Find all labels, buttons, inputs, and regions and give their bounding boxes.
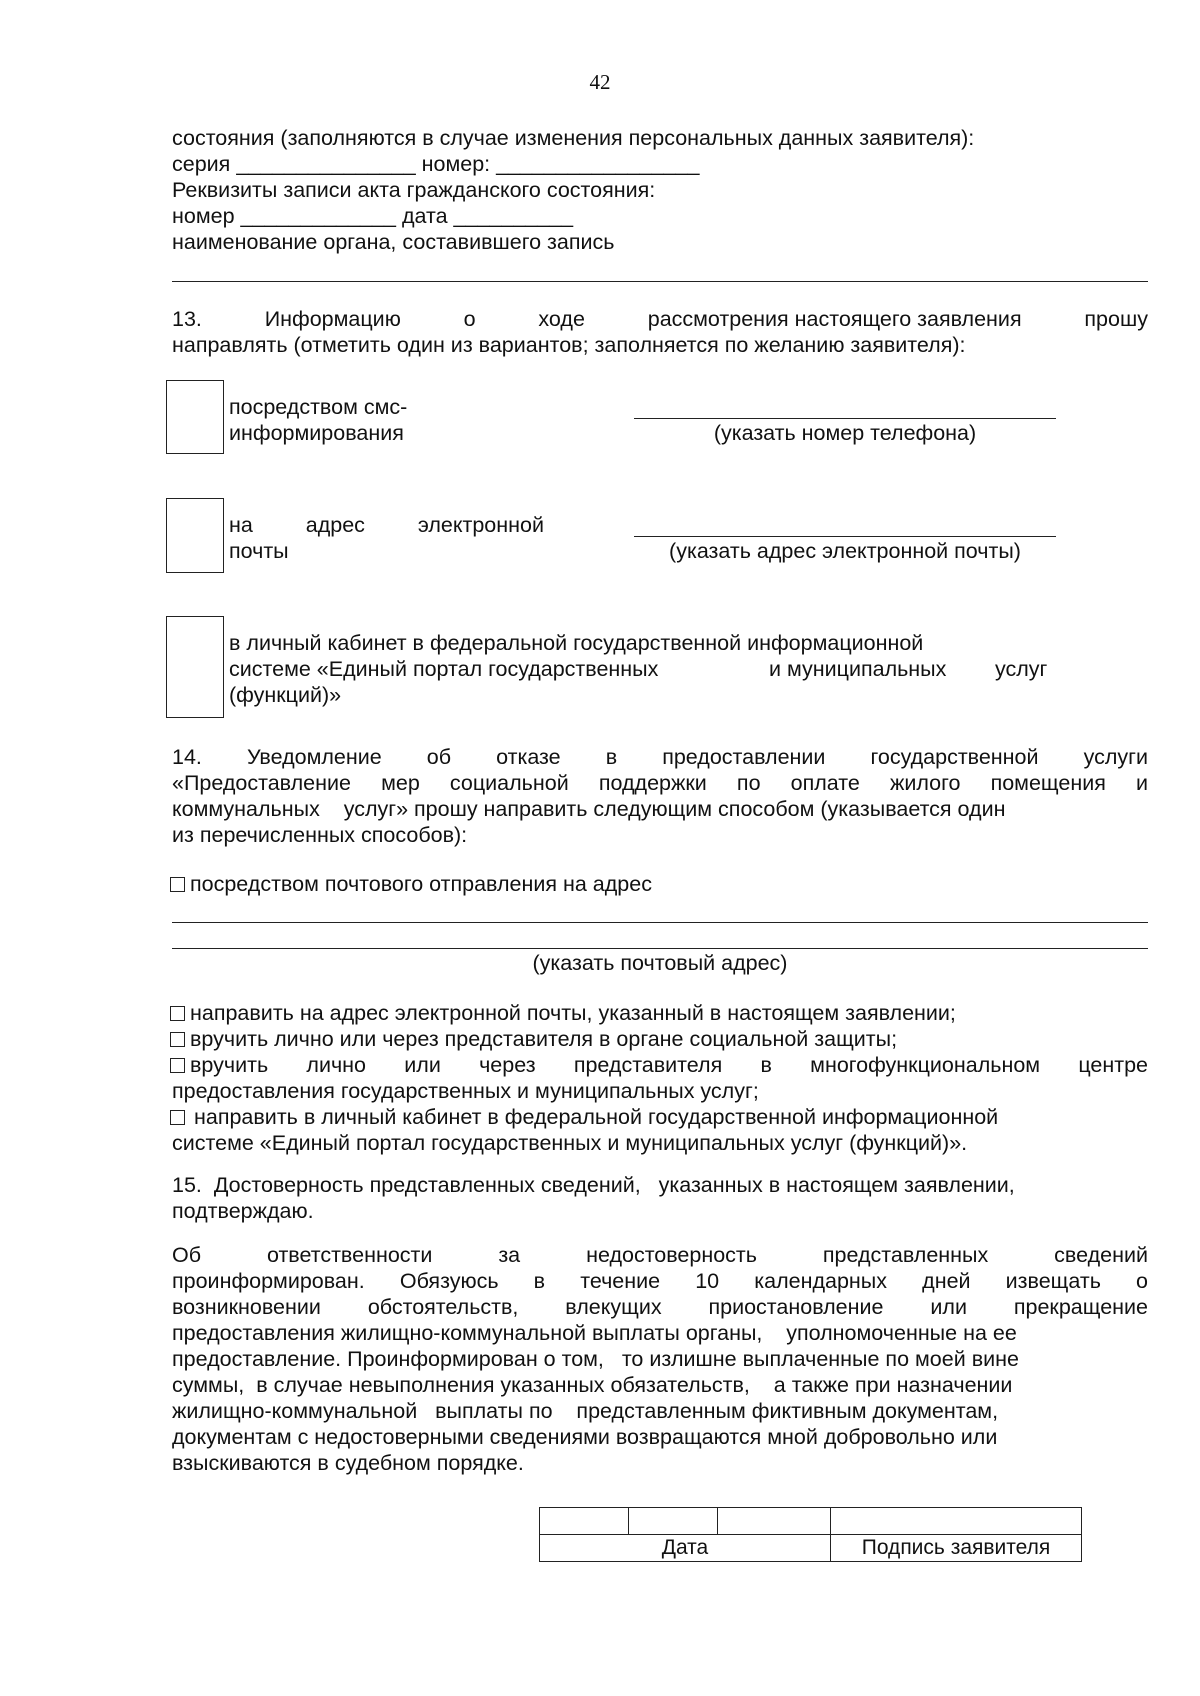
section13-word: о — [463, 307, 476, 331]
portal-option-line-1: в личный кабинет в федеральной государственной информационной — [229, 631, 924, 655]
record-number-date-line — [172, 203, 573, 229]
sms-checkbox[interactable] — [166, 380, 224, 454]
portal-notify-checkbox[interactable] — [170, 1110, 185, 1125]
section15-line-1: 15. Достоверность представленных сведений, указанных в настоящем заявлении, — [172, 1173, 1015, 1197]
sms-option-label-2: информирования — [229, 421, 404, 445]
series-blank[interactable]: _______________ — [236, 152, 416, 176]
responsibility-paragraph — [172, 1242, 1148, 1476]
social-office-option[interactable] — [170, 1026, 897, 1052]
email-notify-option[interactable] — [170, 1000, 956, 1026]
act-record-label: Реквизиты записи акта гражданского состояния: — [172, 178, 656, 202]
paragraph-line: предоставления жилищно-коммунальной выплаты органы, уполномоченные на ее — [172, 1321, 1017, 1345]
mfc-checkbox[interactable] — [170, 1058, 185, 1073]
date-day-cell[interactable] — [540, 1508, 629, 1535]
postal-blank-line-1[interactable] — [172, 922, 1148, 923]
portal-notify-label-2: системе «Единый портал государственных и муниципальных услуг (функций)». — [172, 1131, 968, 1155]
organ-label: наименование органа, составившего запись — [172, 230, 615, 254]
date-blank[interactable]: __________ — [453, 204, 574, 228]
section13-word: рассмотрения настоящего заявления — [647, 307, 1022, 331]
email-option-label-2: почты — [229, 539, 289, 563]
sms-option-label-1: посредством смс- — [229, 395, 408, 419]
email-notify-checkbox[interactable] — [170, 1006, 185, 1021]
section13-word: Информацию — [264, 307, 401, 331]
phone-hint: (указать номер телефона) — [713, 421, 977, 445]
record-number-blank[interactable]: _____________ — [240, 204, 396, 228]
paragraph-line: Об ответственности за недостоверность представленных сведений — [172, 1243, 1148, 1267]
section14-line-2: «Предоставление мер социальной поддержки по оплате жилого помещения и — [172, 771, 1148, 795]
section13-word: ходе — [538, 307, 585, 331]
signature-table — [539, 1507, 1082, 1562]
post-option-label: посредством почтового отправления на адрес — [190, 872, 652, 896]
section14-text — [172, 744, 1148, 848]
section15-line-2: подтверждаю. — [172, 1199, 314, 1223]
series-number-line — [172, 151, 699, 177]
section13-number: 13. — [172, 307, 202, 331]
post-option[interactable] — [170, 871, 652, 897]
date-month-cell[interactable] — [629, 1508, 718, 1535]
section13-instruction: направлять (отметить один из вариантов; заполняется по желанию заявителя): — [172, 333, 966, 357]
paragraph-line: взыскиваются в судебном порядке. — [172, 1451, 524, 1475]
paragraph-line: суммы, в случае невыполнения указанных обязательств, а также при назначении — [172, 1373, 1013, 1397]
civil-status-continuation: состояния (заполняются в случае изменения персональных данных заявителя): — [172, 126, 975, 150]
portal-notify-option[interactable] — [170, 1104, 998, 1130]
portal-option-line-2 — [229, 656, 1055, 682]
section14-line-3: коммунальных услуг» прошу направить следующим способом (указывается один — [172, 797, 1006, 821]
email-option-word: адрес — [305, 513, 365, 537]
number-blank[interactable]: _________________ — [496, 152, 700, 176]
email-option-word: электронной — [417, 513, 544, 537]
page-number: 42 — [589, 70, 611, 94]
portal-text-part: системе «Единый портал государственных — [229, 657, 659, 681]
paragraph-line: возникновении обстоятельств, влекущих приостановление или прекращение — [172, 1295, 1148, 1319]
paragraph-line: предоставление. Проинформирован о том, то излишне выплаченные по моей вине — [172, 1347, 1019, 1371]
email-hint: (указать адрес электронной почты) — [669, 539, 1021, 563]
number-label: номер: — [421, 152, 491, 176]
postal-hint: (указать почтовый адрес) — [532, 951, 788, 975]
series-label: серия — [172, 152, 231, 176]
portal-notify-label-1: направить в личный кабинет в федеральной государственной информационной — [194, 1105, 999, 1129]
email-notify-label: направить на адрес электронной почты, указанный в настоящем заявлении; — [190, 1001, 956, 1025]
mfc-option[interactable] — [170, 1052, 1148, 1078]
organ-blank-line[interactable] — [172, 281, 1148, 282]
paragraph-line: документам с недостоверными сведениями возвращаются мной добровольно или — [172, 1425, 998, 1449]
mfc-label-line-2: предоставления государственных и муниципальных услуг; — [172, 1079, 759, 1103]
section14-line-1: 14. Уведомление об отказе в предоставлении государственной услуги — [172, 745, 1148, 769]
postal-blank-line-2[interactable] — [172, 948, 1148, 949]
portal-text-part: и муниципальных — [769, 657, 947, 681]
section13-word: прошу — [1084, 307, 1148, 331]
signature-cell[interactable] — [831, 1508, 1082, 1535]
date-caption: Дата — [540, 1535, 831, 1562]
signature-caption: Подпись заявителя — [831, 1535, 1082, 1562]
paragraph-line: жилищно-коммунальной выплаты по представленным фиктивным документам, — [172, 1399, 999, 1423]
date-label: дата — [401, 204, 448, 228]
paragraph-line: проинформирован. Обязуюсь в течение 10 календарных дней извещать о — [172, 1269, 1148, 1293]
social-office-checkbox[interactable] — [170, 1032, 185, 1047]
social-office-label: вручить лично или через представителя в органе социальной защиты; — [190, 1027, 898, 1051]
portal-checkbox[interactable] — [166, 616, 224, 718]
portal-text-part: услуг — [995, 657, 1048, 681]
email-option-label-1 — [229, 512, 544, 538]
email-checkbox[interactable] — [166, 498, 224, 573]
phone-blank-line[interactable] — [634, 418, 1056, 419]
email-option-word: на — [229, 513, 253, 537]
post-checkbox[interactable] — [170, 877, 185, 892]
email-blank-line[interactable] — [634, 536, 1056, 537]
portal-option-line-3: (функций)» — [229, 683, 342, 707]
section14-line-4: из перечисленных способов): — [172, 823, 468, 847]
mfc-label-line-1: вручить лично или через представителя в многофункциональном центре — [190, 1053, 1148, 1077]
date-year-cell[interactable] — [718, 1508, 831, 1535]
record-number-label: номер — [172, 204, 235, 228]
section13-heading-line — [172, 306, 1148, 332]
